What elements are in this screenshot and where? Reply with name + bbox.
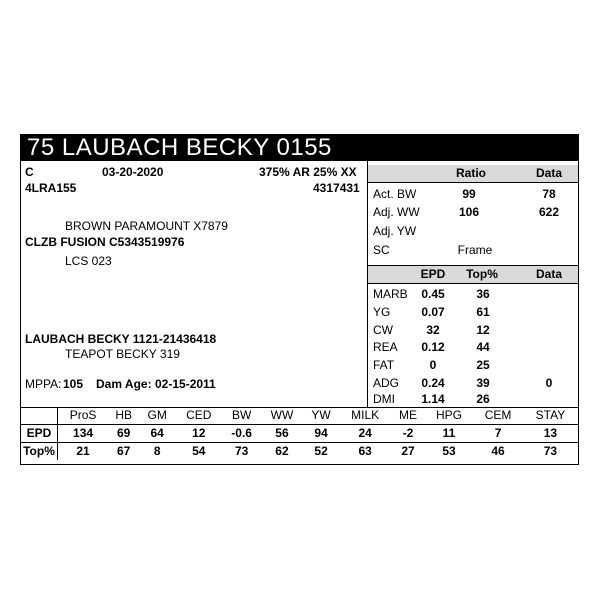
carcass-epd: 0.45 <box>421 287 445 301</box>
carcass-epd: 0 <box>429 358 437 372</box>
sex: C <box>25 165 34 179</box>
epd-cell: 69 <box>108 425 139 443</box>
perf-data-header: Data <box>535 166 562 180</box>
reg-no: 4317431 <box>313 181 360 195</box>
epd-table <box>21 407 578 460</box>
card-title: 75 LAUBACH BECKY 0155 <box>21 135 578 161</box>
breed: 375% AR 25% XX <box>259 165 357 179</box>
carcass-top: 44 <box>476 340 490 354</box>
top-pct-cell: 67 <box>108 443 139 461</box>
perf-ratio-header: Ratio <box>456 166 486 180</box>
epd-col-header: ME <box>399 408 418 422</box>
epd-cell: 64 <box>139 425 175 443</box>
epd-col-header: HPG <box>435 408 462 422</box>
epd-cell: 134 <box>58 425 109 443</box>
animal-card <box>20 134 579 465</box>
perf-ratio: Frame <box>457 243 493 257</box>
epd-col-header: GM <box>147 408 167 422</box>
carcass-label: CW <box>373 323 393 337</box>
sire: CLZB FUSION C5343519976 <box>25 235 185 249</box>
top-pct-cell: 73 <box>523 443 578 461</box>
epd-col-header: WW <box>270 408 294 422</box>
carcass-top: 39 <box>476 376 490 390</box>
carcass-label: ADG <box>373 376 400 390</box>
top-pct-cell: 21 <box>58 443 109 461</box>
epd-col-header: STAY <box>535 408 566 422</box>
top-pct-cell: 54 <box>175 443 222 461</box>
carcass-top: 36 <box>476 287 490 301</box>
epd-col-header: BW <box>231 408 252 422</box>
carcass-epd: 0.07 <box>421 305 445 319</box>
carcass-top: 61 <box>476 305 490 319</box>
dam-age: 02-15-2011 <box>155 377 216 391</box>
top-pct-cell: 53 <box>425 443 473 461</box>
carcass-label: REA <box>373 340 398 354</box>
perf-data: 622 <box>538 205 560 219</box>
carcass-label: DMI <box>373 392 395 406</box>
epd-col-header: ProS <box>69 408 97 422</box>
carcass-data-header: Data <box>535 267 562 281</box>
perf-ratio: 106 <box>458 205 480 219</box>
top-pct-cell: 63 <box>339 443 391 461</box>
birth-date: 03-20-2020 <box>102 165 164 179</box>
perf-label: SC <box>373 243 390 257</box>
perf-header-line <box>368 182 578 183</box>
epd-cell: 94 <box>303 425 339 443</box>
carcass-epd: 32 <box>426 323 440 337</box>
epd-header-row <box>21 407 578 425</box>
epd-cell: 7 <box>473 425 523 443</box>
epd-col-header: YW <box>311 408 331 422</box>
perf-label: Act. BW <box>373 187 417 201</box>
epd-cell: 12 <box>175 425 222 443</box>
carcass-epd-header: EPD <box>420 267 446 281</box>
epd-cell: -0.6 <box>222 425 261 443</box>
dam-age-label: Dam Age: <box>96 377 152 391</box>
epd-row-label: EPD <box>21 425 58 443</box>
epd-col-header: HB <box>115 408 132 422</box>
perf-label: Adj. YW <box>373 224 417 238</box>
epd-cell: -2 <box>391 425 425 443</box>
carcass-top: 25 <box>476 358 490 372</box>
top-pct-cell: 8 <box>139 443 175 461</box>
carcass-data: 0 <box>545 376 553 390</box>
carcass-label: YG <box>373 305 391 319</box>
sire-sire: BROWN PARAMOUNT X7879 <box>65 219 228 233</box>
carcass-top: 26 <box>476 392 490 406</box>
carcass-epd: 1.14 <box>421 392 445 406</box>
mppa-value: 105 <box>63 377 84 391</box>
dam: LAUBACH BECKY 1121-21436418 <box>25 332 217 346</box>
epd-cell: 24 <box>339 425 391 443</box>
epd-col-header: MILK <box>351 408 380 422</box>
epd-cell: 13 <box>523 425 578 443</box>
top-pct-cell: 46 <box>473 443 523 461</box>
epd-cell: 11 <box>425 425 473 443</box>
perf-ratio: 99 <box>462 187 476 201</box>
carcass-label: FAT <box>373 358 395 372</box>
carcass-top-header: Top% <box>466 267 498 281</box>
top-pct-cell: 52 <box>303 443 339 461</box>
tattoo: 4LRA155 <box>25 181 77 195</box>
epd-row <box>21 425 578 443</box>
epd-col-header: CEM <box>484 408 512 422</box>
carcass-label: MARB <box>373 287 408 301</box>
top-pct-row <box>21 443 578 461</box>
carcass-epd: 0.12 <box>421 340 445 354</box>
top-pct-cell: 27 <box>391 443 425 461</box>
epd-corner <box>21 407 58 425</box>
carcass-header-line <box>368 283 578 284</box>
carcass-epd: 0.24 <box>421 376 445 390</box>
top-pct-row-label: Top% <box>21 443 58 461</box>
mppa-label: MPPA: <box>25 377 62 391</box>
perf-label: Adj. WW <box>373 205 420 219</box>
dam-dam: TEAPOT BECKY 319 <box>65 347 180 361</box>
carcass-top: 12 <box>476 323 490 337</box>
panel-divider <box>367 161 368 407</box>
epd-col-header: CED <box>186 408 212 422</box>
perf-data: 78 <box>542 187 556 201</box>
sire-dam: LCS 023 <box>65 254 112 268</box>
top-pct-cell: 73 <box>222 443 261 461</box>
top-pct-cell: 62 <box>261 443 303 461</box>
epd-cell: 56 <box>261 425 303 443</box>
